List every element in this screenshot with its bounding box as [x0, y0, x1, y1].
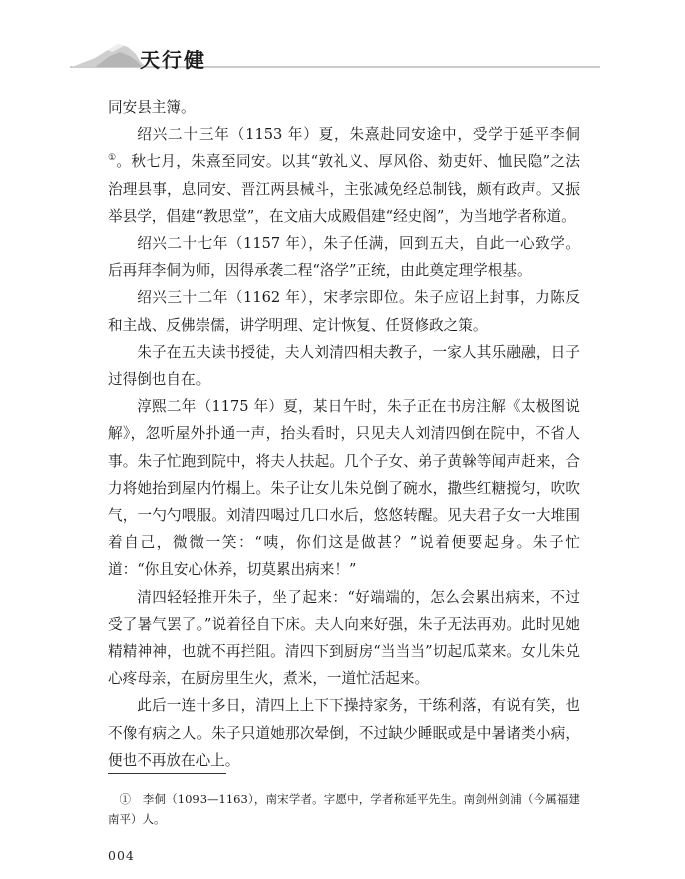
page-header [0, 0, 685, 95]
footnote: ① 李侗（1093—1163），南宋学者。字愿中，学者称延平先生。南剑州剑浦（今属福建南平）人。 [108, 792, 580, 826]
footnote-marker[interactable]: ① [108, 153, 117, 164]
paragraph: 绍兴二十三年（1153 年）夏，朱熹赴同安途中，受学于延平李侗①。秋七月，朱熹至同安。以其“敦礼义、厚风俗、劾吏奸、恤民隐”之法治理县事，息同安、晋江两县械斗，主张减免经总制钱，颇有政声。又振举县学，倡建“教思堂”，在文庙大成殿倡建“经史阁”，为当地学者称道。 [108, 126, 580, 225]
paragraph: 朱子在五夫读书授徒，夫人刘清四相夫教子，一家人其乐融融，日子过得倒也自在。 [108, 343, 580, 389]
page-number: 004 [108, 848, 135, 863]
paragraph: 绍兴三十二年（1162 年），宋孝宗即位。朱子应诏上封事，力陈反和主战、反佛崇儒，讲学明理、定计恢复、任贤修政之策。 [108, 289, 580, 334]
paragraph: 淳熙二年（1175 年）夏，某日午时，朱子正在书房注解《太极图说解》，忽听屋外扑通一声，抬头看时，只见夫人刘清四倒在院中，不省人事。朱子忙跑到院中，将夫人扶起。几个子女、弟子黄榦等闻声赶来，合力将她抬到屋内竹榻上。朱子让女儿朱兑倒了碗水，撒些红糖搅匀，吹吹气，一勺勺喂服。刘清四喝过几口水后，悠悠转醒。见夫君子女一大堆围着自己，微微一笑：“咦，你们这是做甚？”说着便要起身。朱子忙道：“你且安心休养，切莫累出病来！” [108, 398, 580, 579]
body-text [108, 94, 580, 774]
paragraph: 同安县主簿。 [108, 99, 196, 116]
mountain-decoration [0, 0, 685, 95]
footnote-divider [108, 773, 226, 774]
header-title: 天行健 [140, 48, 206, 72]
paragraph: 绍兴二十七年（1157 年），朱子任满，回到五夫，自此一心致学。后再拜李侗为师，因得承袭二程“洛学”正统，由此奠定理学根基。 [108, 235, 580, 280]
paragraph: 此后一连十多日，清四上上下下操持家务，干练利落，有说有笑，也不像有病之人。朱子只道她那次晕倒，不过缺少睡眠或是中暑诸类小病，便也不再放在心上。 [108, 697, 580, 769]
paragraph: 清四轻轻推开朱子，坐了起来：“好端端的，怎么会累出病来，不过受了暑气罢了。”说着径自下床。夫人向来好强，朱子无法再劝。此时见她精精神神，也就不再拦阻。清四下到厨房“当当当”切起瓜菜来。女儿朱兑心疼母亲，在厨房里生火，煮米，一道忙活起来。 [108, 588, 580, 688]
